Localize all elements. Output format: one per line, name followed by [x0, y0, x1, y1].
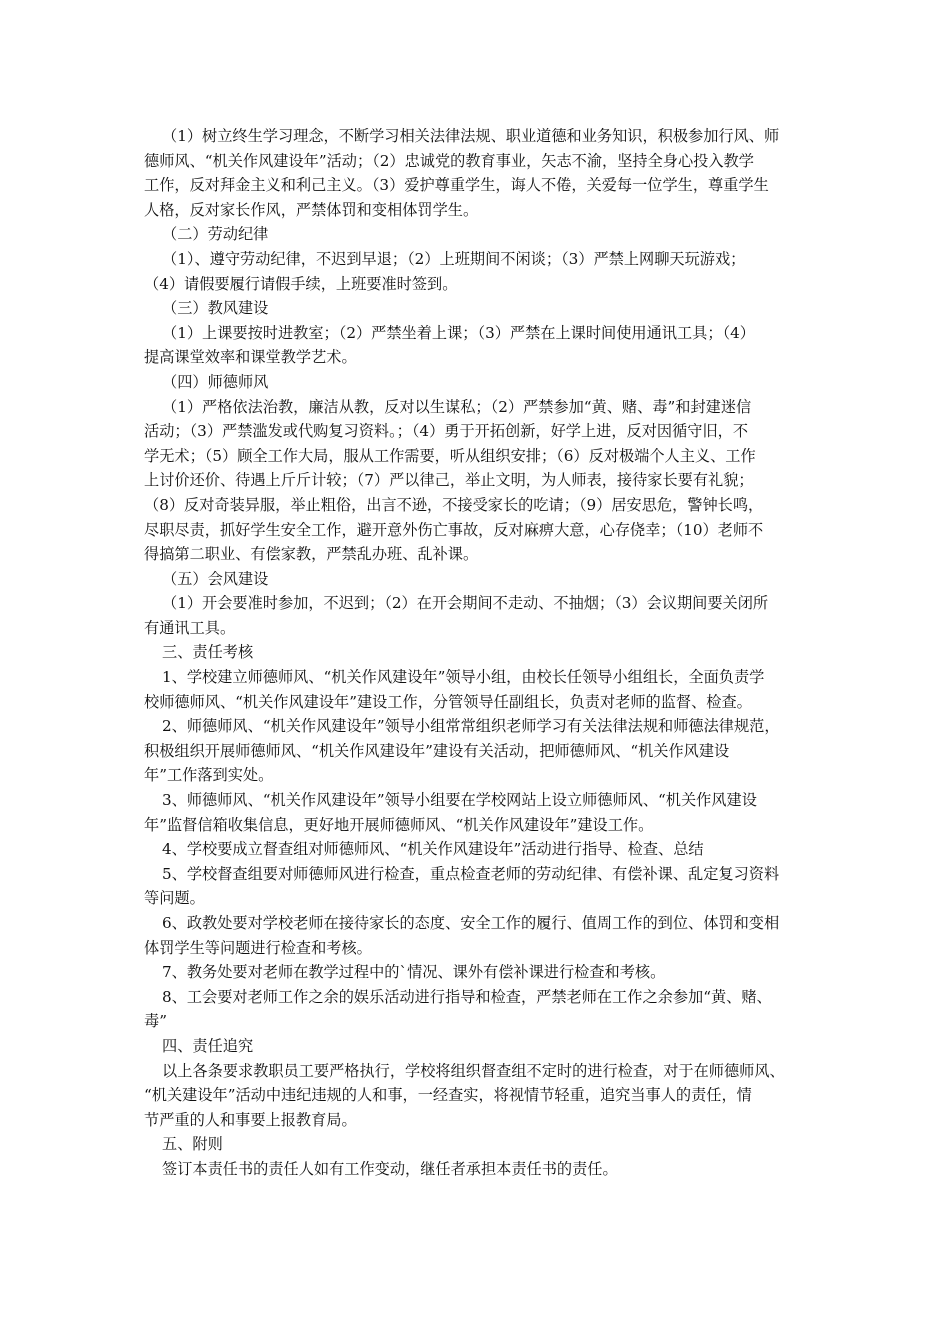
section-heading: 三、责任考核	[162, 643, 254, 662]
section-heading: （四）师德师风	[162, 372, 269, 391]
paragraph-line: 工作，反对拜金主义和利己主义。（3）爱护尊重学生，诲人不倦，关爱每一位学生，尊重学生	[144, 176, 769, 195]
section-heading: （三）教风建设	[162, 299, 269, 318]
paragraph-line: 上讨价还价、待遇上斤斤计较；（7）严以律己，举止文明，为人师表，接待家长要有礼貌；	[144, 471, 754, 490]
paragraph-line: 年”工作落到实处。	[144, 766, 274, 785]
paragraph-line: （4）请假要履行请假手续，上班要准时签到。	[144, 274, 458, 293]
paragraph-line: 4、学校要成立督查组对师德师风、“机关作风建设年”活动进行指导、检查、总结	[162, 840, 704, 859]
paragraph-line: 2、师德师风、“机关作风建设年”领导小组常常组织老师学习有关法律法规和师德法律规范，	[162, 717, 780, 736]
paragraph-line: （1）开会要准时参加，不迟到；（2）在开会期间不走动、不抽烟；（3）会议期间要关闭所	[162, 594, 769, 613]
paragraph-line: 7、教务处要对老师在教学过程中的`情况、课外有偿补课进行检查和考核。	[162, 963, 666, 982]
paragraph-line: 学无术；（5）顾全工作大局，服从工作需要，听从组织安排；（6）反对极端个人主义、工作	[144, 446, 756, 465]
paragraph-line: 有通讯工具。	[144, 618, 236, 637]
section-heading: （五）会风建设	[162, 569, 269, 588]
paragraph-line: 年”监督信箱收集信息，更好地开展师德师风、“机关作风建设年”建设工作。	[144, 815, 654, 834]
paragraph-line: 提高课堂效率和课堂教学艺术。	[144, 348, 357, 367]
document-body	[144, 124, 812, 1182]
paragraph-line: 1、学校建立师德师风、“机关作风建设年”领导小组，由校长任领导小组组长，全面负责学	[162, 668, 765, 687]
paragraph-line: 得搞第二职业、有偿家教，严禁乱办班、乱补课。	[144, 545, 479, 564]
section-heading: 四、责任追究	[162, 1036, 254, 1055]
paragraph-line: （1）上课要按时进教室；（2）严禁坐着上课；（3）严禁在上课时间使用通讯工具；（4）	[162, 323, 755, 342]
paragraph-line: 3、师德师风、“机关作风建设年”领导小组要在学校网站上设立师德师风、“机关作风建设	[162, 791, 757, 810]
paragraph-line: 体罚学生等问题进行检查和考核。	[144, 938, 372, 957]
paragraph-line: 签订本责任书的责任人如有工作变动，继任者承担本责任书的责任。	[162, 1159, 618, 1178]
paragraph-line: 节严重的人和事要上报教育局。	[144, 1110, 357, 1129]
paragraph-line: （8）反对奇装异服，举止粗俗，出言不逊，不接受家长的吃请；（9）居安思危，警钟长鸣，	[144, 495, 764, 514]
paragraph-line: 以上各条要求教职员工要严格执行，学校将组织督查组不定时的进行检查，对于在师德师风、	[162, 1061, 785, 1080]
paragraph-line: 人格，反对家长作风，严禁体罚和变相体罚学生。	[144, 200, 479, 219]
paragraph-line: 等问题。	[144, 889, 205, 908]
paragraph-line: （1）、遵守劳动纪律，不迟到早退；（2）上班期间不闲谈；（3）严禁上网聊天玩游戏；	[162, 249, 746, 268]
paragraph-line: 5、学校督查组要对师德师风进行检查，重点检查老师的劳动纪律、有偿补课、乱定复习资料	[162, 864, 780, 883]
section-heading: 五、附则	[162, 1135, 223, 1154]
section-heading: （二）劳动纪律	[162, 225, 269, 244]
paragraph-line: 校师德师风、“机关作风建设年”建设工作，分管领导任副组长，负责对老师的监督、检查。	[144, 692, 752, 711]
paragraph-line: 活动；（3）严禁滥发或代购复习资料。；（4）勇于开拓创新，好学上进，反对因循守旧，不	[144, 422, 749, 441]
paragraph-line: （1）树立终生学习理念，不断学习相关法律法规、职业道德和业务知识，积极参加行风、师	[162, 127, 780, 145]
paragraph-line: 德师风、“机关作风建设年”活动；（2）忠诚党的教育事业，矢志不渝，坚持全身心投入教学	[144, 151, 754, 170]
paragraph-line: 8、工会要对老师工作之余的娱乐活动进行指导和检查，严禁老师在工作之余参加“黄、赌、	[162, 987, 772, 1006]
paragraph-line: 积极组织开展师德师风、“机关作风建设年”建设有关活动，把师德师风、“机关作风建设	[144, 741, 730, 760]
paragraph-line: 尽职尽责，抓好学生安全工作，避开意外伤亡事故，反对麻痹大意，心存侥幸；（10）老师不	[144, 520, 764, 539]
paragraph-line: 毒”	[144, 1012, 167, 1031]
paragraph-line: “机关建设年”活动中违纪违规的人和事，一经查实，将视情节轻重，追究当事人的责任，情	[144, 1086, 752, 1105]
paragraph-line: （1）严格依法治教，廉洁从教，反对以生谋私；（2）严禁参加“黄、赌、毒”和封建迷信	[162, 397, 752, 416]
paragraph-line: 6、政教处要对学校老师在接待家长的态度、安全工作的履行、值周工作的到位、体罚和变相	[162, 914, 780, 932]
